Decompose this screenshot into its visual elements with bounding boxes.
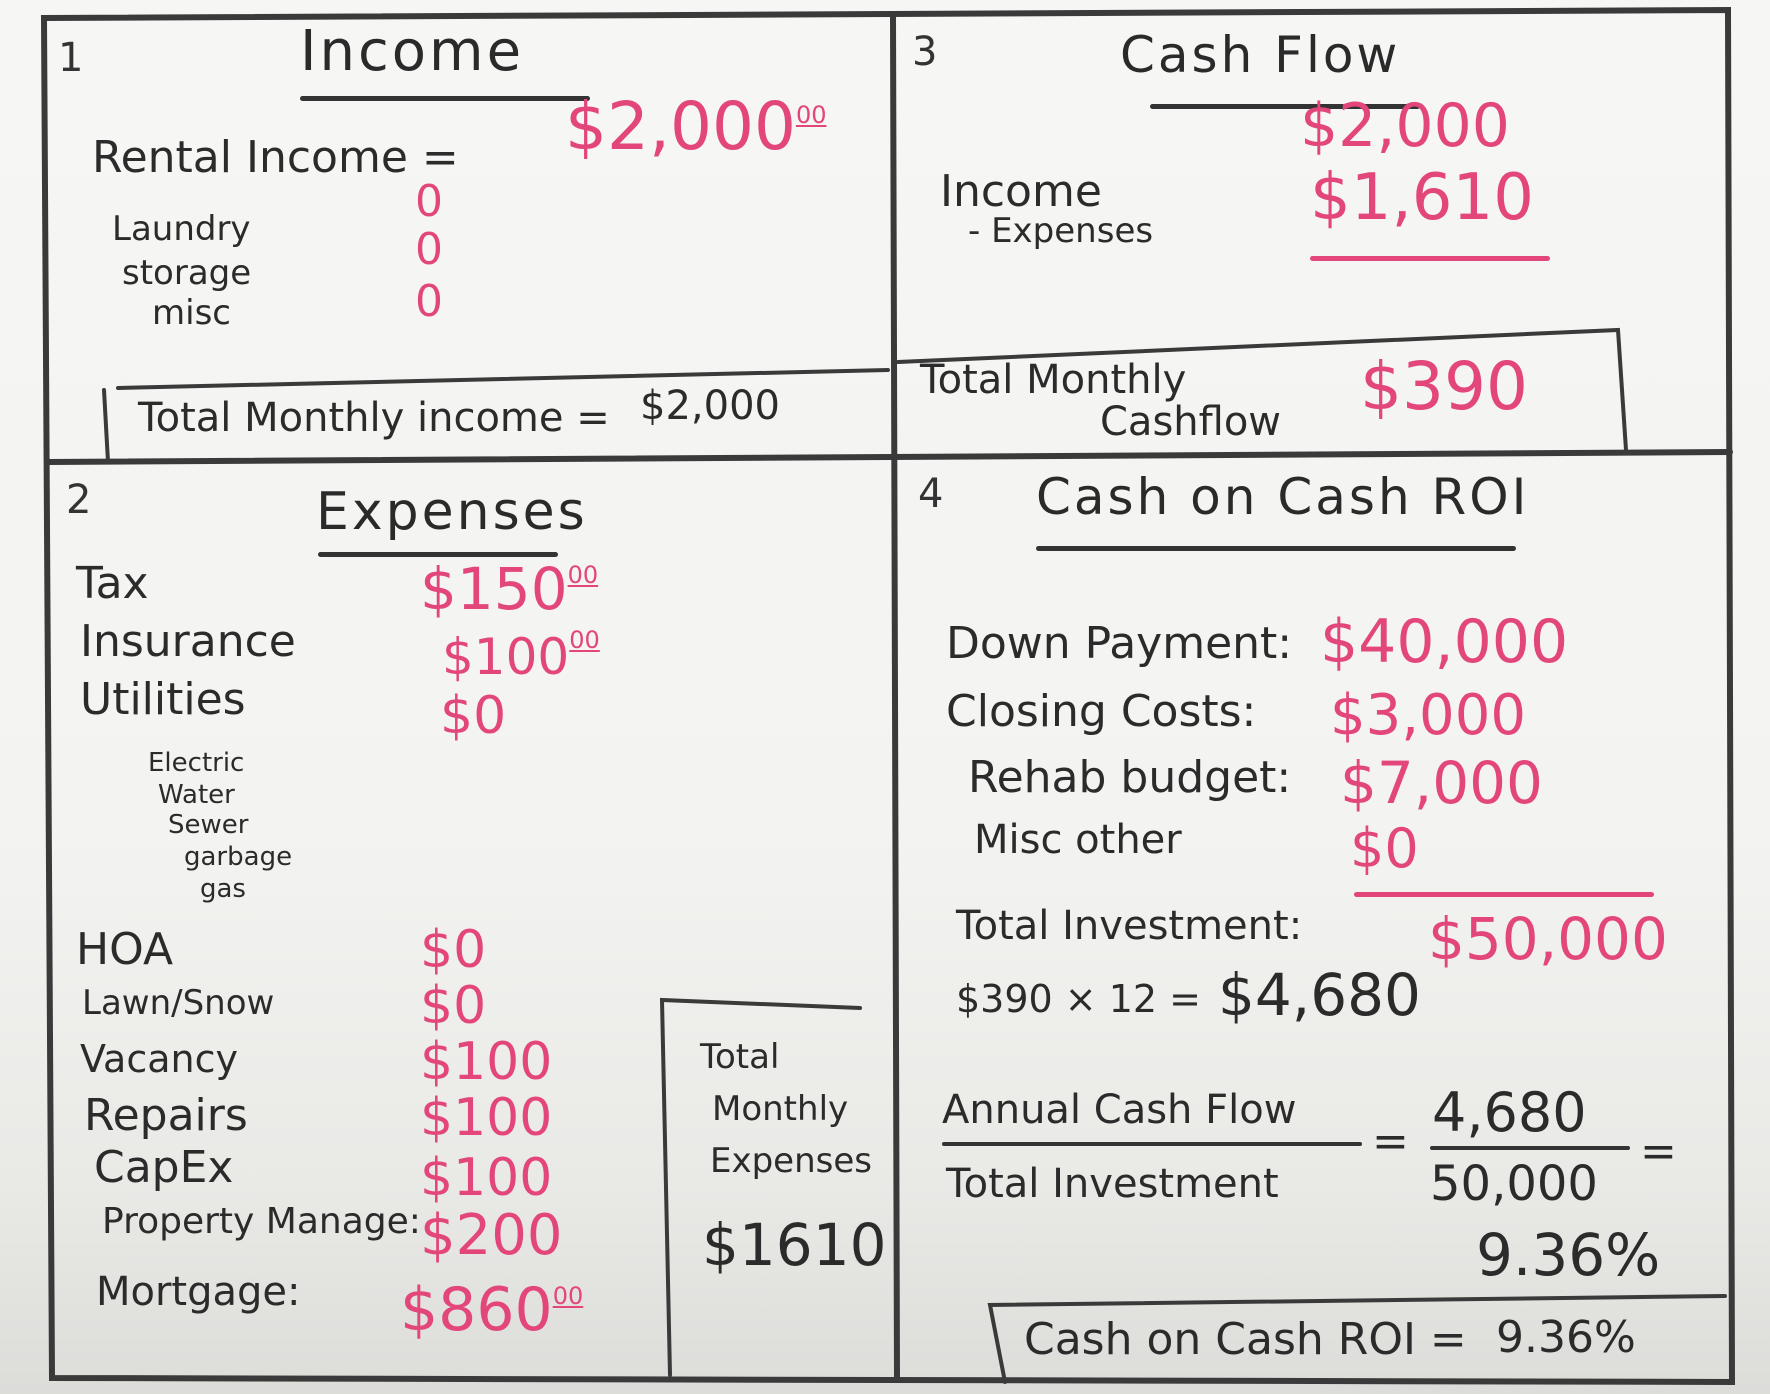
ratio-value-fraction-line [1430,1146,1630,1150]
cashflow-section-number: 3 [912,29,938,75]
ratio-denominator-value: 50,000 [1430,1156,1598,1212]
roi-subtotal-line [1354,892,1654,897]
total-investment-label: Total Investment: [956,903,1303,949]
misc-other-value: $0 [1350,817,1419,880]
down-payment-value: $40,000 [1320,607,1569,677]
misc-other-label: Misc other [974,817,1182,863]
total-investment-value: $50,000 [1428,905,1668,973]
roi-title: Cash on Cash ROI [1036,468,1530,526]
board-vertical-divider [893,16,897,1380]
lawn-snow-value: $0 [420,976,487,1036]
capex-value: $100 [420,1148,553,1208]
repairs-value: $100 [420,1088,553,1148]
utility-item-water: Water [158,780,235,810]
total-monthly-cashflow-label-1: Total Monthly [920,357,1187,403]
cash-on-cash-roi-label: Cash on Cash ROI = [1024,1314,1467,1365]
utilities-label: Utilities [80,674,246,725]
utilities-value: $0 [440,686,507,746]
rehab-budget-value: $7,000 [1340,749,1543,817]
hoa-value: $0 [420,920,487,980]
income-title-underline [300,96,590,101]
ratio-equals-2: = [1640,1126,1677,1177]
property-manager-label: Property Manage: [102,1201,421,1242]
utility-item-electric: Electric [148,748,245,778]
cashflow-income-label: Income [940,166,1102,217]
rehab-budget-label: Rehab budget: [968,752,1292,803]
vacancy-value: $100 [420,1032,553,1092]
closing-costs-label: Closing Costs: [946,686,1257,737]
lawn-snow-label: Lawn/Snow [82,983,275,1023]
rental-income-label: Rental Income = [92,132,459,183]
ratio-numerator-value: 4,680 [1432,1081,1587,1144]
mortgage-label: Mortgage: [96,1269,301,1315]
closing-costs-value: $3,000 [1330,683,1526,748]
down-payment-label: Down Payment: [946,618,1293,669]
ratio-numerator-label: Annual Cash Flow [942,1087,1297,1133]
ratio-fraction-line [942,1142,1362,1146]
total-monthly-income-label: Total Monthly income = [138,395,610,441]
storage-value: 0 [415,224,443,275]
income-section-number: 1 [58,35,84,81]
tax-value: $\$150^{00}$ [420,555,599,623]
ratio-denominator-label: Total Investment [946,1161,1279,1207]
utility-item-gas: gas [200,874,246,904]
misc-income-value: 0 [415,276,443,327]
total-monthly-cashflow-value: $390 [1360,348,1528,425]
total-monthly-expenses-value: $1610 [702,1211,887,1279]
expenses-title: Expenses [316,482,588,542]
cashflow-subtotal-line [1310,256,1550,261]
roi-title-underline [1036,546,1516,551]
storage-label: storage [122,253,252,293]
annual-cashflow-value: $4,680 [1218,961,1421,1029]
cash-on-cash-roi-value: 9.36% [1496,1312,1636,1363]
mortgage-value: $\$860^{00}$ [400,1275,584,1345]
cashflow-title: Cash Flow [1120,26,1401,84]
total-monthly-expenses-label-2: Monthly [712,1089,849,1129]
property-manager-value: $200 [420,1203,563,1268]
total-monthly-cashflow-label-2: Cashflow [1100,399,1282,445]
ratio-equals-1: = [1372,1116,1409,1167]
laundry-value: 0 [415,176,443,227]
annual-calc-label: $390 × 12 = [956,977,1201,1021]
utility-item-garbage: garbage [184,842,293,872]
total-monthly-expenses-label-1: Total [700,1037,780,1077]
utility-item-sewer: Sewer [168,810,249,840]
misc-income-label: misc [152,293,231,333]
expenses-section-number: 2 [66,477,92,523]
roi-section-number: 4 [918,471,944,517]
income-title: Income [300,19,525,84]
insurance-label: Insurance [80,616,296,667]
hoa-label: HOA [76,924,174,975]
capex-label: CapEx [94,1142,234,1193]
rental-income-value: $2,000$^{00}$ [565,88,827,165]
insurance-value: $\$100^{00}$ [442,626,600,686]
tax-label: Tax [76,558,149,609]
total-monthly-income-value: $2,000 [640,383,780,429]
vacancy-label: Vacancy [80,1037,238,1081]
board-horizontal-divider [48,452,1730,462]
cashflow-expenses-label: - Expenses [968,211,1154,251]
ratio-result-value: 9.36% [1476,1221,1661,1289]
laundry-label: Laundry [112,209,251,249]
cashflow-expenses-value: $1,610 [1310,161,1534,235]
cashflow-income-value: $2,000 [1300,91,1510,161]
total-monthly-expenses-label-3: Expenses [710,1141,872,1181]
repairs-label: Repairs [84,1090,248,1141]
